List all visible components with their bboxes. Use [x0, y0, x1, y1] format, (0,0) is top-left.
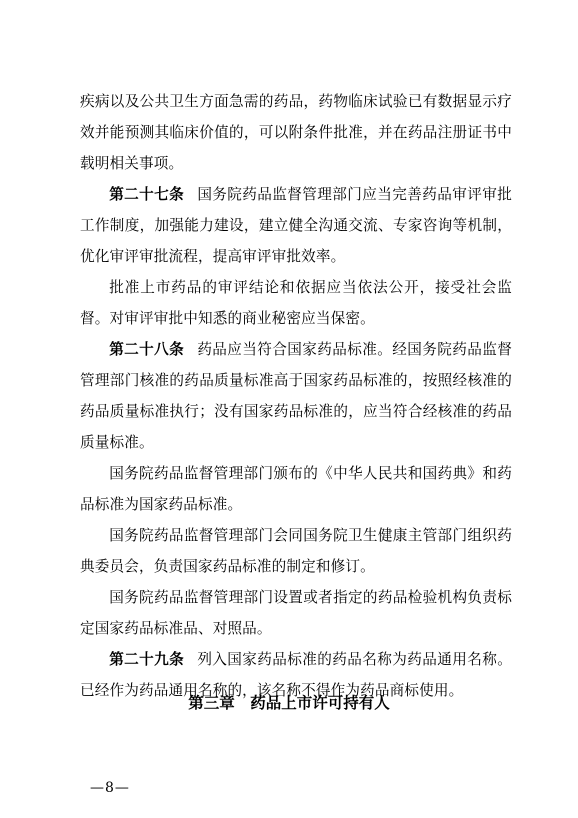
paragraph-article-27: [80, 179, 512, 272]
paragraph-1: [80, 86, 512, 179]
document-body: [80, 86, 512, 706]
paragraph-text: 批准上市药品的审评结论和依据应当依法公开，接受社会监督。对审评审批中知悉的商业秘密应当保密。: [80, 279, 512, 327]
paragraph-7: [80, 582, 512, 644]
paragraph-3: [80, 272, 512, 334]
page-number: —8—: [90, 780, 130, 796]
article-number: 第二十九条: [109, 651, 185, 668]
paragraph-text: 列入国家药品标准的药品名称为药品通用名称。已经作为药品通用名称的，该名称不得作为药品商标使用。: [80, 651, 512, 699]
paragraph-text: 国务院药品监督管理部门会同国务院卫生健康主管部门组织药典委员会，负责国家药品标准的制定和修订。: [80, 527, 512, 575]
paragraph-5: [80, 458, 512, 520]
paragraph-article-28: [80, 334, 512, 458]
paragraph-text: 国务院药品监督管理部门应当完善药品审评审批工作制度，加强能力建设，建立健全沟通交流、专家咨询等机制，优化审评审批流程，提高审评审批效率。: [80, 186, 512, 265]
article-number: 第二十七条: [109, 186, 185, 203]
paragraph-6: [80, 520, 512, 582]
paragraph-text: 国务院药品监督管理部门设置或者指定的药品检验机构负责标定国家药品标准品、对照品。: [80, 589, 512, 637]
paragraph-text: 药品应当符合国家药品标准。经国务院药品监督管理部门核准的药品质量标准高于国家药品标准的，按照经核准的药品质量标准执行；没有国家药品标准的，应当符合经核准的药品质量标准。: [80, 341, 512, 451]
chapter-title: 第三章 药品上市许可持有人: [188, 694, 390, 712]
paragraph-text: 疾病以及公共卫生方面急需的药品，药物临床试验已有数据显示疗效并能预测其临床价值的，可以附条件批准，并在药品注册证书中载明相关事项。: [80, 93, 512, 172]
paragraph-text: 国务院药品监督管理部门颁布的《中华人民共和国药典》和药品标准为国家药品标准。: [80, 465, 512, 513]
article-number: 第二十八条: [109, 341, 185, 358]
